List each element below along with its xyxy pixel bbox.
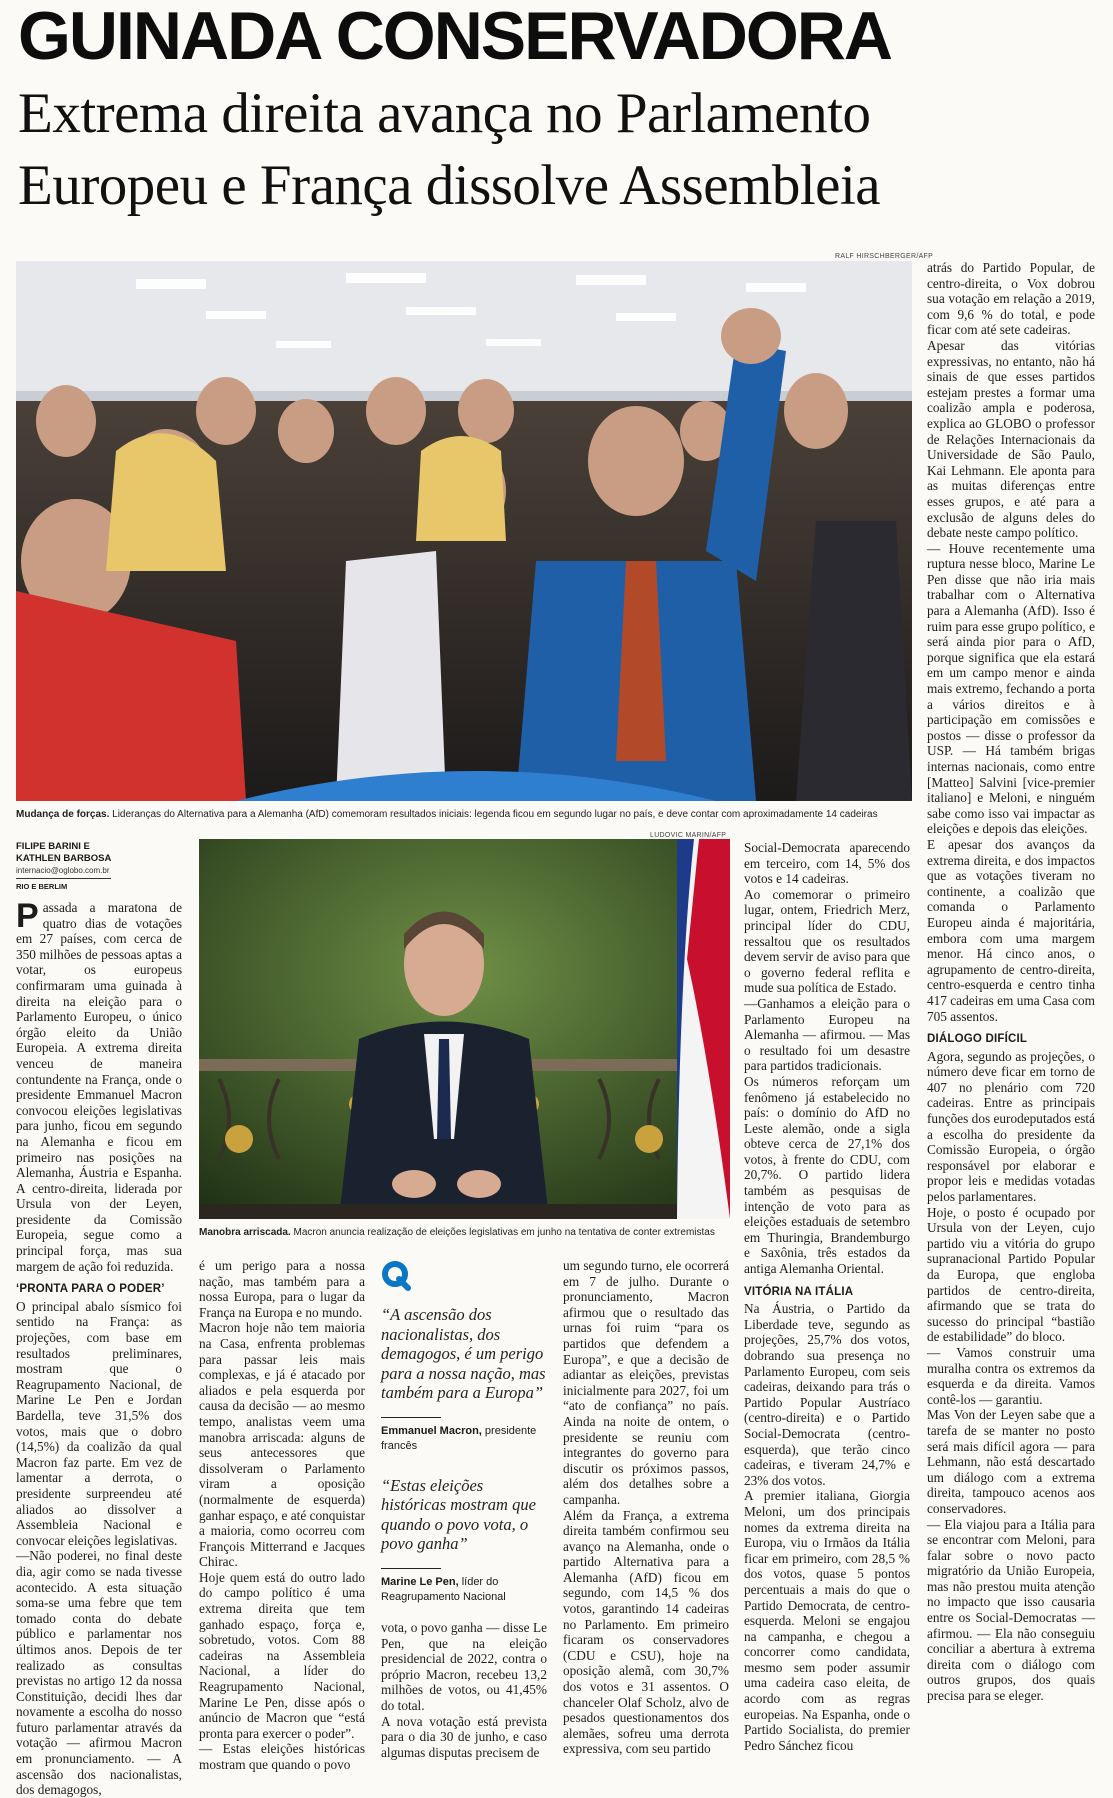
byline-place: RIO E BERLIM — [16, 882, 68, 891]
photo-afd-celebration — [16, 261, 912, 801]
paragraph: —Não poderei, no final deste dia, agir como se nada tivesse acontecido. A esta situação soma-se uma febre que tem tomado conta do debate público e parlamentar nos últimos anos. Depois de ter realizado as consultas previstas no artigo 12 da nossa Constituição, decidi lhes dar novamente a escolha do nosso futuro parlamentar através da votação — afirmou Macron em pronunciamento. — A ascensão dos nacionalistas, dos demagogos, — [16, 1548, 182, 1798]
quote-author-name: Marine Le Pen, — [381, 1575, 459, 1588]
quote-rule — [381, 1568, 441, 1569]
paragraph: A nova votação está prevista para o dia 30 de junho, e caso algumas disputas precisem de — [381, 1713, 547, 1760]
quote-author-name: Emmanuel Macron, — [381, 1424, 482, 1437]
byline-names-2: KATHLEN BARBOSA — [16, 853, 112, 864]
paragraph: Mas Von der Leyen sabe que a tarefa de se manter no posto será mais difícil agora — para Lehmann, não está descartado um diálogo com a extrema direita, tampouco acenos aos conservadores. — [927, 1407, 1095, 1516]
q-quote-icon — [381, 1260, 411, 1290]
byline-names-1: FILIPE BARINI E — [16, 841, 90, 852]
pull-quotes — [381, 1260, 551, 1605]
subhead-italia: VITÓRIA NA ITÁLIA — [744, 1285, 854, 1298]
article-column-6 — [927, 260, 1095, 1756]
quote-author-role: presidente francês — [381, 1424, 537, 1452]
paragraph: Apesar das vitórias expressivas, no entanto, não há sinais de que esses partidos estejam prestes a formar uma coalizão ampla e poderosa, explica ao GLOBO o professor de Relações Internacionais da Universidade de São Paulo, Kai Lehmann. Ele aponta para as muitas diferenças entre esses grupos, e até para a exclusão de alguns deles do debate neste campo político. — [927, 337, 1095, 541]
macron-speech-image — [199, 839, 730, 1219]
paragraph: — Ela viajou para a Itália para se encontrar com Meloni, para falar sobre o novo pacto migratório da União Europeia, mas não prestou muita atenção no impacto que isso causaria entre os Social-Democratas — afirmou. — Ela não conseguiu conciliar a abertura à extrema direita com o diálogo com outros grupos, dos quais precisa para se eleger. — [927, 1516, 1095, 1704]
article-column-2 — [199, 1258, 365, 1772]
quote-macron: “A ascensão dos nacionalistas, dos demagogos, é um perigo para a nossa nação, mas também para a Europa” — [381, 1305, 546, 1402]
article-column-1 — [16, 897, 182, 1798]
quote-author-role: líder do Reagrupamento Nacional — [381, 1575, 506, 1603]
caption-macron — [199, 1226, 739, 1239]
photo-macron — [199, 839, 730, 1219]
paragraph: Os números reforçam um fenômeno já estabelecido no país: o domínio do AfD no Leste alemão, onde a sigla obteve cerca de 27,1% dos votos, à frente do CDU, com 20,7%. O partido lidera também as pesquisas de intenção de voto para as eleições estaduais de setembro em Thuringia, Brandemburgo e Saxônia, três estados da antiga Alemanha Oriental. — [744, 1073, 910, 1277]
headline-line-1: Extrema direita avança no Parlamento — [18, 82, 871, 145]
article-lead-paragraph — [16, 897, 182, 1274]
paragraph: vota, o povo ganha — disse Le Pen, que na eleição presidencial de 2022, contra o próprio Macron, recebeu 13,2 milhões de votos, ou 41,45% do total. — [381, 1620, 547, 1713]
drop-cap: P — [16, 897, 39, 935]
quote-macron-author — [381, 1424, 551, 1454]
caption-top-lead: Mudança de forças. — [16, 809, 110, 820]
byline — [16, 841, 176, 892]
article-column-4 — [563, 1258, 729, 1756]
quote-lepen-author — [381, 1575, 551, 1605]
paragraph: Na Áustria, o Partido da Liberdade teve, segundo as projeções, 25,7% dos votos, dobrando sua presença no Parlamento Europeu, com seis cadeiras, deixando para trás o Partido Popular Austríaco (centro-direita) e o Partido Social-Democrata (centro-esquerda), que terão cinco cadeiras, e tiveram 24,7% e 23% dos votos. — [744, 1301, 910, 1488]
paragraph: Hoje quem está do outro lado do campo político é uma extrema direita que tem ganhado espaço, força e, sobretudo, votos. Com 88 cadeiras na Assembleia Nacional, a líder do Reagrupamento Nacional, Marine Le Pen, disse após o anúncio de Macron que “está pronta para exercer o poder”. — [199, 1569, 365, 1741]
paragraph: Social-Democrata aparecendo em terceiro, com 14, 5% dos votos e 14 cadeiras. — [744, 840, 910, 887]
paragraph: — Estas eleições históricas mostram que quando o povo — [199, 1741, 365, 1772]
byline-rule — [16, 878, 111, 879]
paragraph: Hoje, o posto é ocupado por Ursula von der Leyen, cujo partido viu a vitória do grupo supranacional Partido Popular da Europa, que engloba partidos de centro-direita, afirmando que se trata do sucesso do principal “bastião de estabilidade” do bloco. — [927, 1204, 1095, 1345]
subhead-pronta: ‘PRONTA PARA O PODER’ — [16, 1283, 165, 1296]
paragraph: — Houve recentemente uma ruptura nesse bloco, Marine Le Pen disse que não iria mais trabalhar com o Alternativa para a Alemanha (AfD). Isso é ruim para esse grupo político, e será ainda pior para o AfD, porque significa que ela estará em um campo menor e ainda mais extremo, fechando a porta a vários direitos e à participação em comissões e postos — disse o professor da USP. — Há também brigas internas nacionais, como entre [Matteo] Salvini [vice-premier italiano] e Meloni, e ninguém sabe como isso vai impactar as eleições e depois das eleições. — [927, 540, 1095, 837]
headline-line-2: Europeu e França dissolve Assembleia — [18, 154, 881, 217]
quote-lepen: “Estas eleições históricas mostram que quando o povo vota, o povo ganha” — [381, 1475, 536, 1553]
paragraph: Macron hoje não tem maioria na Casa, enfrenta problemas para passar leis mais complexas, e já é atacado por aliados e pela esquerda por causa da decisão — ao mesmo tempo, analistas veem uma manobra arriscada: alguns de seus antecessores que dissolveram o Parlamento viram a oposição (normalmente de esquerda) ganhar espaço, e até conquistar a maioria, como ocorreu com François Mitterrand e Jacques Chirac. — [199, 1320, 365, 1570]
paragraph: — Vamos construir uma muralha contra os extremos da esquerda e da direita. Vamos contê-los — garantiu. — [927, 1344, 1095, 1407]
kicker-title: GUINADA CONSERVADORA — [18, 0, 892, 74]
paragraph: A premier italiana, Giorgia Meloni, um dos principais nomes da extrema direita na Europa, viu o Irmãos da Itália ficar em primeiro, com 28,5 % dos votos, quase 5 pontos percentuais a mais do que o Partido Democrata, de centro-esquerda. Meloni se engajou na campanha, e chegou a concorrer como candidata, mesmo sem poder assumir uma cadeira caso eleita, de acordo com as regras europeias. Na Espanha, onde o Partido Socialista, do premier Pedro Sánchez ficou — [744, 1488, 910, 1753]
byline-email[interactable]: internacio@oglobo.com.br — [16, 866, 110, 875]
photo-credit-top: RALF HIRSCHBERGER/AFP — [835, 253, 934, 260]
paragraph: —Ganhamos a eleição para o Parlamento Europeu na Alemanha — afirmou. — Mas o resultado foi um desastre para partidos tradicionais. — [744, 995, 910, 1074]
lead-text: assada a maratona de quatro dias de votações em 27 países, com cerca de 350 milhões de pessoas aptas a votar, os europeus confirmaram uma guinada à direita na eleição para o Parlamento Europeu, o único órgão eleito da União Europeia. A extrema direita venceu de maneira contundente na França, onde o presidente Emmanuel Macron convocou eleições legislativas para junho, ficou em segundo na Alemanha e ficou em primeiro nas posições na Alemanha, Áustria e Espanha. A centro-direita, liderada por Ursula von der Leyen, presidente da Comissão Europeia, segue como a principal força, mas sua margem de ação foi reduzida. — [16, 900, 182, 1274]
subhead-dialogo: DIÁLOGO DIFÍCIL — [927, 1033, 1028, 1046]
paragraph: E apesar dos avanços da extrema direita, e dos impactos que as votações tiveram no continente, a coalizão que comanda o Parlamento Europeu ainda é majoritária, embora com uma margem menor. Há cinco anos, o agrupamento de centro-direita, centro-esquerda e centro tinha 417 cadeiras em uma Casa com 705 assentos. — [927, 836, 1095, 1024]
photo-credit-macron: LUDOVIC MARIN/AFP — [650, 832, 727, 839]
article-column-3 — [381, 1620, 547, 1760]
article-column-5 — [744, 840, 910, 1756]
paragraph: Agora, segundo as projeções, o número deve ficar em torno de 407 no plenário com 720 cadeiras. Entre as principais funções dos eurodeputados está a escolha do presidente da Comissão Europeia, o órgão responsável por elaborar e propor leis e medidas votadas pelos parlamentares. — [927, 1048, 1096, 1205]
paragraph: O principal abalo sísmico foi sentido na França: as projeções, com base em resultados preliminares, mostram que o Reagrupamento Nacional, de Marine Le Pen e Jordan Bardella, teve 31,5% dos votos, mais que o dobro (14,5%) da coalizão da qual Macron faz parte. Em vez de lamentar a derrota, o presidente surpreendeu até aliados ao dissolver a Assembleia Nacional e convocar eleições legislativas. — [16, 1298, 182, 1548]
caption-macron-text: Macron anuncia realização de eleições legislativas em junho na tentativa de conter extremistas — [290, 1227, 715, 1238]
paragraph: atrás do Partido Popular, de centro-direita, o Vox dobrou sua votação em relação a 2019, com 9,6 % do total, e pode ficar com até sete cadeiras. — [927, 260, 1095, 338]
paragraph: Além da França, a extrema direita também confirmou seu avanço na Alemanha, onde o partido Alternativa para a Alemanha (AfD) ficou em segundo, com 14,5 % dos votos, garantindo 14 cadeiras no Parlamento. Em primeiro ficaram os conservadores (CDU e CSU), hoje na oposição alemã, com 30,7% dos votos e 31 assentos. O chanceler Olaf Scholz, alvo de pesados questionamentos dos alemães, sofreu uma derrota expressiva, com seu partido — [563, 1507, 729, 1757]
caption-top-text: Lideranças do Alternativa para a Alemanha (AfD) comemoram resultados iniciais: legenda ficou em segundo lugar no país, e deve contar com aproximadamente 14 cadeiras — [109, 809, 878, 820]
quote-rule — [381, 1417, 441, 1418]
caption-top — [16, 808, 912, 821]
caption-macron-lead: Manobra arriscada. — [199, 1227, 291, 1238]
afd-celebration-image — [16, 261, 912, 801]
paragraph: é um perigo para a nossa nação, mas também para a nossa Europa, para o lugar da França na Europa e no mundo. — [199, 1258, 365, 1320]
paragraph: um segundo turno, ele ocorrerá em 7 de julho. Durante o pronunciamento, Macron afirmou que o resultado das urnas foi ruim “para os partidos que defendem a Europa”, e que a decisão de adiantar as eleições, previstas inicialmente para 2027, foi um “ato de confiança” no país. Ainda na noite de ontem, o presidente se reuniu com integrantes do governo para discutir os próximos passos, além dos detalhes sobre a campanha. — [563, 1258, 729, 1507]
headline — [18, 78, 1018, 222]
paragraph: Ao comemorar o primeiro lugar, ontem, Friedrich Merz, principal líder do CDU, ressaltou que os resultados devem servir de aviso para que o governo federal reflita e mude sua política de Estado. — [744, 886, 910, 996]
